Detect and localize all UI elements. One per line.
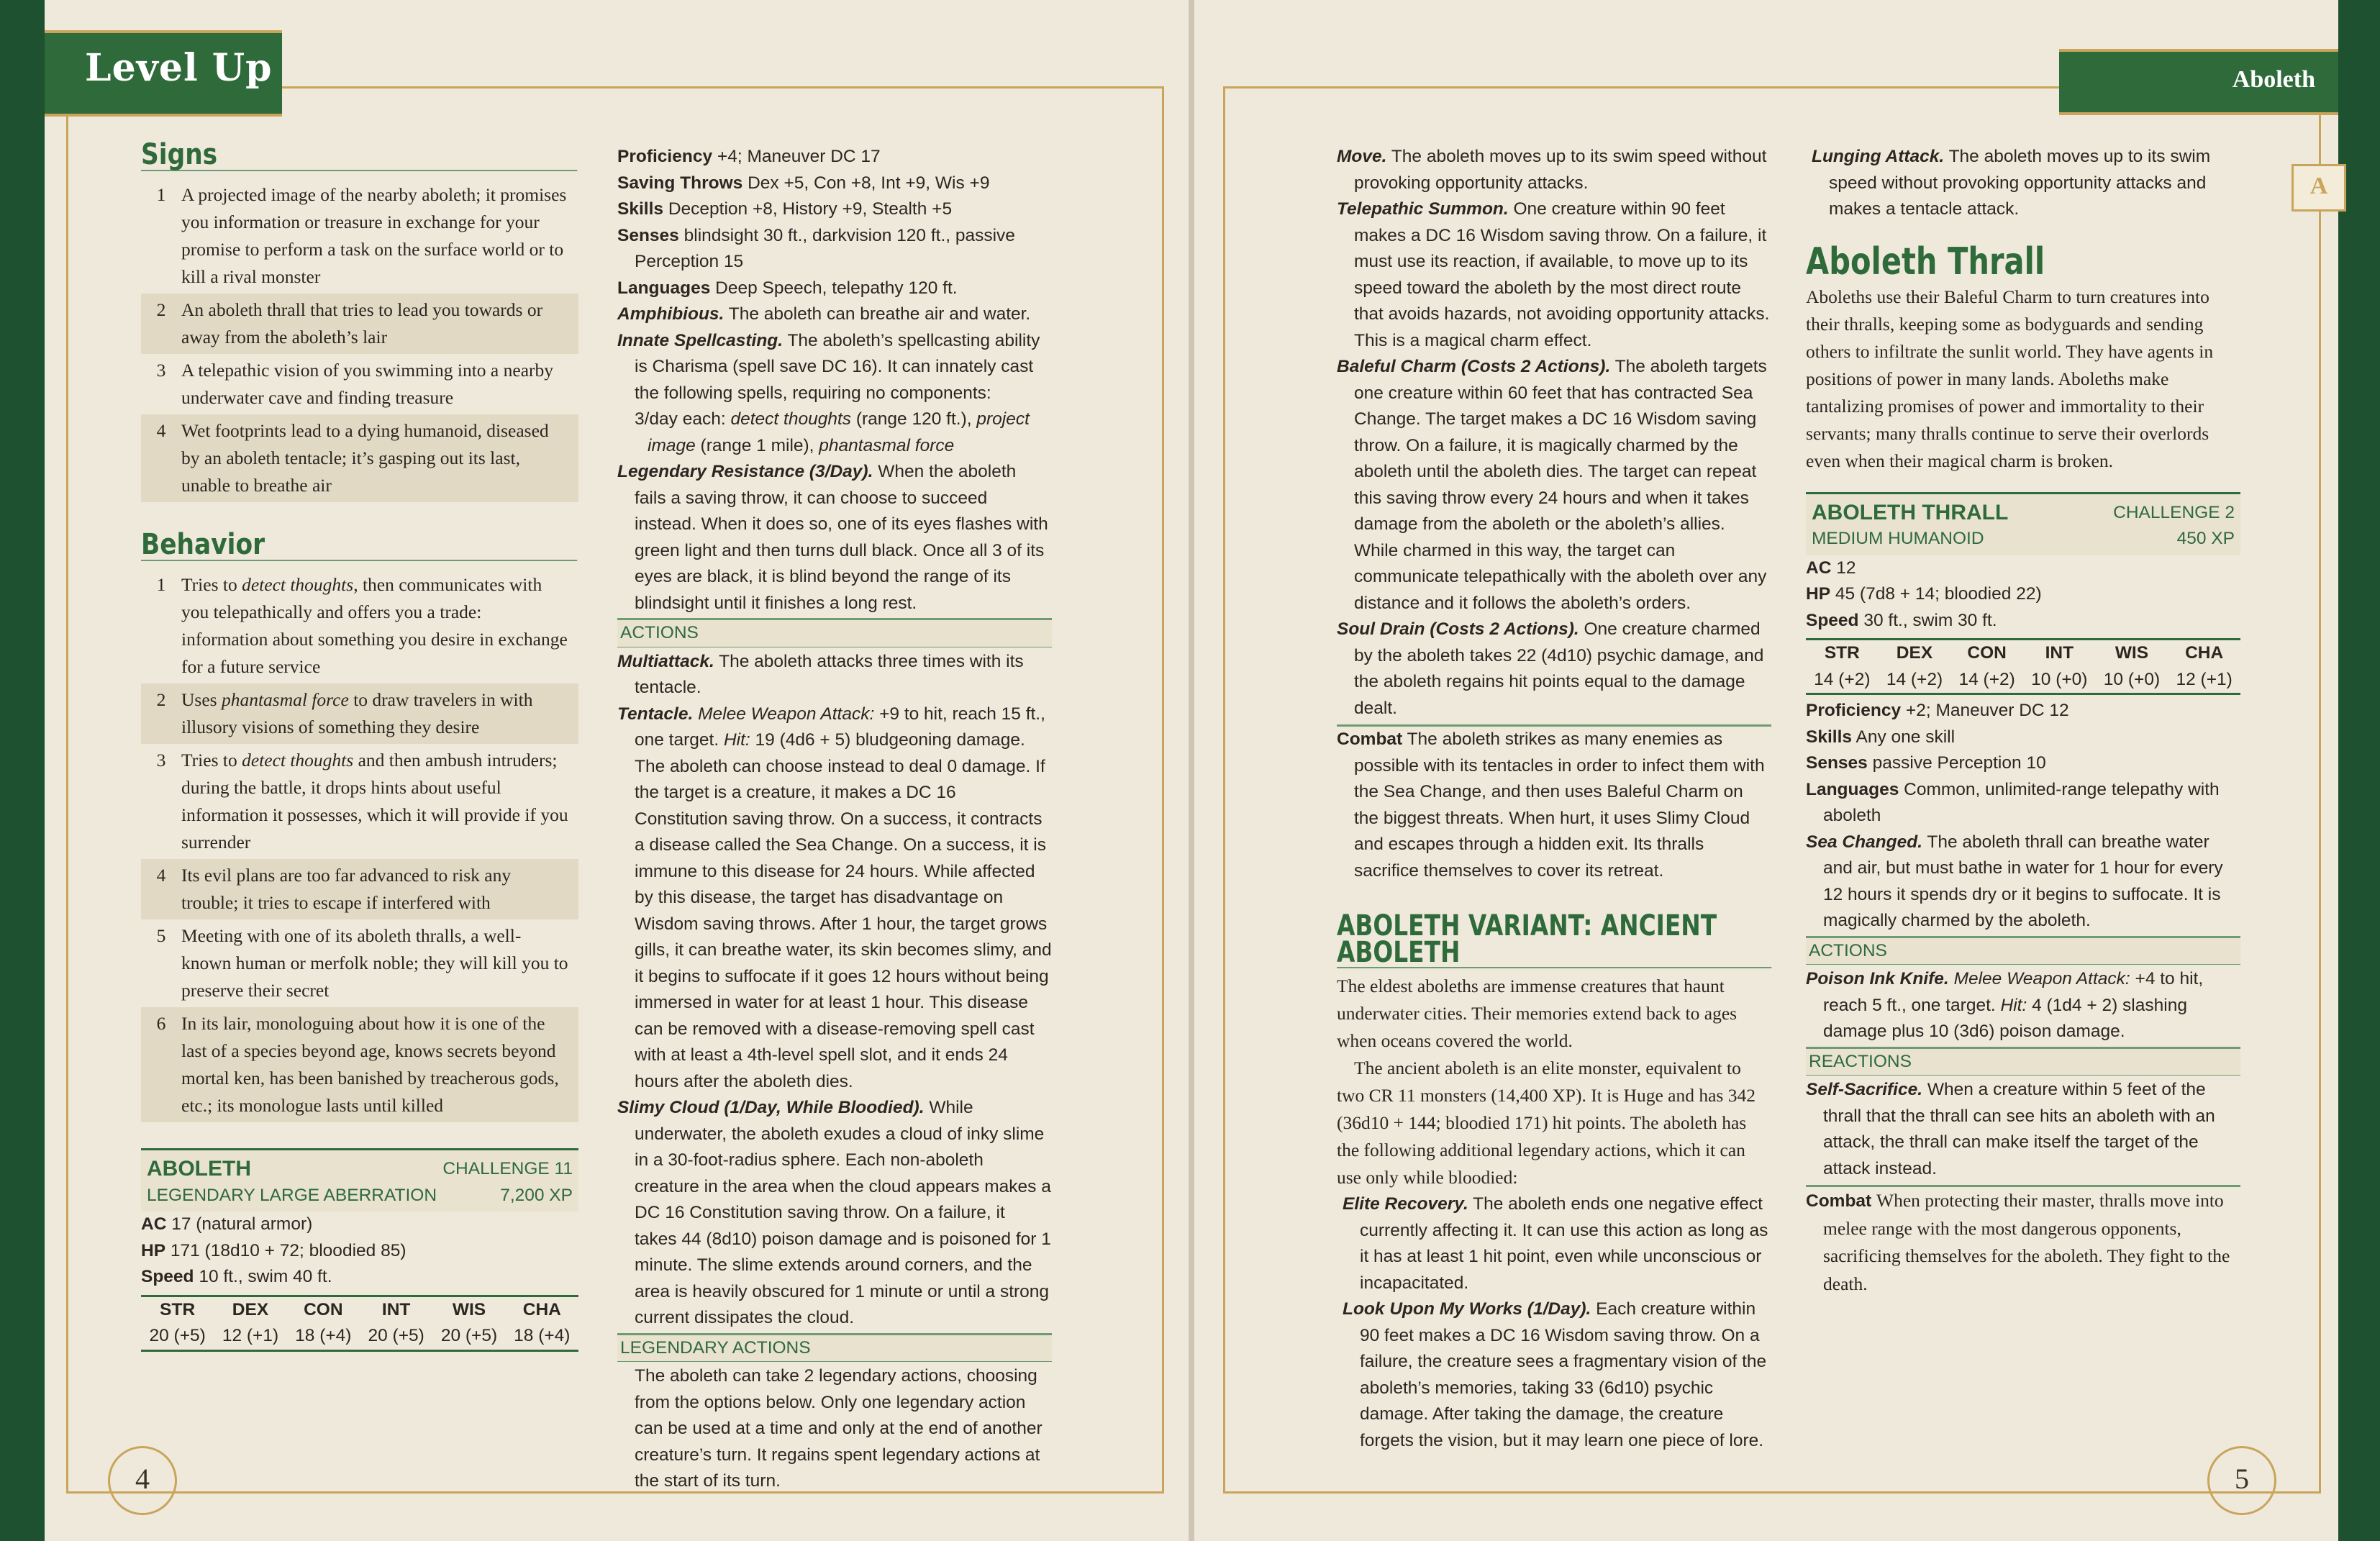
- aboleth-name: ABOLETH: [147, 1157, 251, 1181]
- aboleth-statblock-header: ABOLETH CHALLENGE 11 LEGENDARY LARGE ABERRATION 7,200 XP AC 17 (natural armor) HP 171 (18d10 + 72; bloodied 85) Speed 10 ft., swim 40 ft. STR DEX CON INT WIS CHA 20 (+5) 12 (+1) 18 (+4) 20 (+5) 20 (+5) 18 (+4): [141, 1148, 578, 1352]
- table-row: 4 Wet footprints lead to a dying humanoid, diseased by an aboleth tentacle; it’s gasping out its last, unable to breathe air: [141, 414, 578, 502]
- thrall-heading: Aboleth Thrall: [1806, 240, 2045, 283]
- page-number-right: 5: [2207, 1446, 2276, 1515]
- behavior-table: [141, 568, 578, 1122]
- header-banner-left: [45, 30, 282, 117]
- table-row: 5 Meeting with one of its aboleth thralls, a well-known human or merfolk noble; they will kill you to preserve their secret: [156, 925, 568, 1001]
- book-title: Level Up: [85, 46, 273, 90]
- thrall-reactions-heading: REACTIONS: [1806, 1047, 2240, 1076]
- table-row: 3 A telepathic vision of you swimming into a nearby underwater cave and finding treasure: [156, 360, 553, 408]
- legendary-actions-heading: LEGENDARY ACTIONS: [617, 1333, 1052, 1363]
- left-column-1: [141, 138, 578, 1355]
- table-row: 2 Uses phantasmal force to draw travelers in with illusory visions of something they desire: [141, 683, 578, 744]
- signs-table: [141, 178, 578, 502]
- thrall-actions-heading: ACTIONS: [1806, 936, 2240, 965]
- actions-heading: ACTIONS: [617, 618, 1052, 647]
- variant-heading: ABOLETH VARIANT: ANCIENT ABOLETH: [1337, 913, 1771, 968]
- table-row: 6 In its lair, monologuing about how it is one of the last of a species beyond age, knows secrets beyond mortal ken, has been banished by treacherous gods, etc.; its monologue lasts until killed: [141, 1007, 578, 1122]
- signs-heading: Signs: [141, 141, 578, 171]
- left-column-2: Proficiency +4; Maneuver DC 17 Saving Throws Dex +5, Con +8, Int +9, Wis +9 Skills Deception +8, History +9, Stealth +5 Senses blindsight 30 ft., darkvision 120 ft., passive Perception 15 Languages Deep Speech, telepathy 120 ft. Amphibious. The aboleth can breathe air and water. Innate Spellcasting. The aboleth’s spellcasting ability is Charisma (spell save DC 16). It can innately cast the following spells, requiring no components: 3/day each: detect thoughts (range 120 ft.), project image (range 1 mile), phantasmal force Legendary Resistance (3/Day). When the aboleth fails a saving throw, it can choose to succeed instead. When it does so, one of its eyes flashes with green light and then turns dull black. Once all 3 of its eyes are black, it is blind beyond the range of its blindsight until it finishes a long rest. ACTIONS Multiattack. The aboleth attacks three times with its tentacle. Tentacle. Melee Weapon Attack: +9 to hit, reach 15 ft., one target. Hit: 19 (4d6 + 5) bludgeoning damage. The aboleth can choose instead to deal 0 damage. If the target is a creature, it makes a DC 16 Constitution saving throw. On a success, it contracts a disease called the Sea Change. On a success, it is immune to this disease for 24 hours. While affected by this disease, the target has disadvantage on Wisdom saving throws. After 1 hour, the target grows gills, it can breathe water, its skin becomes slimy, and it begins to suffocate if it goes 12 hours without being immersed in water for at least 1 hour. This disease can be removed with a disease-removing spell cast with at least a 4th-level spell slot, and it ends 24 hours after the aboleth dies. Slimy Cloud (1/Day, While Bloodied). While underwater, the aboleth exudes a cloud of inky slime in a 30-foot-radius sphere. Each non-aboleth creature in the area when the cloud appears makes a DC 16 Constitution saving throw. On a failure, it takes 44 (8d10) poison damage and is poisoned for 1 minute. The slime extends around corners, and the area is heavily obscured for 1 minute or until a strong current dissipates the cloud. LEGENDARY ACTIONS The aboleth can take 2 legendary actions, choosing from the options below. Only one legendary action can be used at a time and only at the end of another creature’s turn. It regains spent legendary actions at the start of its turn.: [617, 147, 1052, 1491]
- table-row: 3 Tries to detect thoughts and then ambush intruders; during the battle, it drops hints about useful information it possesses, which it will provide if you surrender: [156, 750, 568, 853]
- right-column-2: Lunging Attack. The aboleth moves up to its swim speed without provoking opportunity attacks and makes a tentacle attack. Aboleth Thrall Aboleths use their Baleful Charm to turn creatures into their thralls, keeping some as bodyguards and sending others to infiltrate the sunlit world. They have agents in positions of power in many lands. Aboleths make tantalizing promises of power and immortality to their servants; many thralls continue to serve their overlords even when their magical charm is broken. ABOLETH THRALL CHALLENGE 2 MEDIUM HUMANOID 450 XP AC 12 HP 45 (7d8 + 14; bloodied 22) Speed 30 ft., swim 30 ft. STR DEX CON INT WIS CHA 14 (+2) 14 (+2) 14 (+2) 10 (+0) 10 (+0) 12 (+1) Proficiency +2; Maneuver DC 12 Skills Any one skill Senses passive Perception 10 Languages Common, unlimited-range telepathy with aboleth Sea Changed. The aboleth thrall can breathe water and air, but must bathe in water for 1 hour for every 12 hours it spends dry or it begins to suffocate. It is magically charmed by the aboleth. ACTIONS Poison Ink Knife. Melee Weapon Attack: +4 to hit, reach 5 ft., one target. Hit: 4 (1d4 + 2) slashing damage plus 10 (3d6) poison damage. REACTIONS Self-Sacrifice. When a creature within 5 feet of the thrall that the thrall can see hits an aboleth with an attack, the thrall can make itself the target of the attack instead. Combat When protecting their master, thralls move into melee range with the most dangerous opponents, sacrificing themselves for the aboleth. They fight to the death.: [1806, 144, 2240, 1298]
- aboleth-ability-table: STR DEX CON INT WIS CHA 20 (+5) 12 (+1) 18 (+4) 20 (+5) 20 (+5) 18 (+4): [141, 1295, 578, 1352]
- table-row: 2 An aboleth thrall that tries to lead you towards or away from the aboleth’s lair: [141, 294, 578, 354]
- table-row: 1 A projected image of the nearby aboleth; it promises you information or treasure in exchange for your promise to perform a task on the surface world or to kill a rival monster: [156, 184, 567, 287]
- page-gutter: [1189, 0, 1194, 1541]
- index-tab[interactable]: A: [2292, 164, 2346, 212]
- behavior-heading: Behavior: [141, 531, 578, 561]
- page-number-left: 4: [108, 1446, 177, 1515]
- thrall-statblock: ABOLETH THRALL CHALLENGE 2 MEDIUM HUMANOID 450 XP AC 12 HP 45 (7d8 + 14; bloodied 22) Speed 30 ft., swim 30 ft. STR DEX CON INT WIS CHA 14 (+2) 14 (+2) 14 (+2) 10 (+0) 10 (+0) 12 (+1) Proficiency +2; Maneuver DC 12 Skills Any one skill Senses passive Perception 10 Languages Common, unlimited-range telepathy with aboleth Sea Changed. The aboleth thrall can breathe water and air, but must bathe in water for 1 hour for every 12 hours it spends dry or it begins to suffocate. It is magically charmed by the aboleth. ACTIONS Poison Ink Knife. Melee Weapon Attack: +4 to hit, reach 5 ft., one target. Hit: 4 (1d4 + 2) slashing damage plus 10 (3d6) poison damage. REACTIONS Self-Sacrifice. When a creature within 5 feet of the thrall that the thrall can see hits an aboleth with an attack, the thrall can make itself the target of the attack instead. Combat When protecting their master, thralls move into melee range with the most dangerous opponents, sacrificing themselves for the aboleth. They fight to the death.: [1806, 492, 2240, 1299]
- table-row: 4 Its evil plans are too far advanced to risk any trouble; it tries to escape if interfered with: [141, 859, 578, 919]
- chapter-title: Aboleth: [2232, 66, 2315, 93]
- right-column-1: Move. The aboleth moves up to its swim speed without provoking opportunity attacks. Telepathic Summon. One creature within 90 feet makes a DC 16 Wisdom saving throw. On a failure, it must use its reaction, if available, to move up to its speed toward the aboleth by the most direct route that avoids hazards, not avoiding opportunity attacks. This is a magical charm effect. Baleful Charm (Costs 2 Actions). The aboleth targets one creature within 60 feet that has contracted Sea Change. The target makes a DC 16 Wisdom saving throw. On a failure, it is magically charmed by the aboleth until the aboleth dies. The target can repeat this saving throw every 24 hours and when it takes damage from the aboleth or the aboleth’s allies. While charmed in this way, the target can communicate telepathically with the aboleth over any distance and it follows the aboleth’s orders. Soul Drain (Costs 2 Actions). One creature charmed by the aboleth takes 22 (4d10) psychic damage, and the aboleth regains hit points equal to the damage dealt. Combat The aboleth strikes as many enemies as possible with its tentacles in order to infect them with the Sea Change, and then uses Baleful Charm on the biggest threats. When hurt, it uses Slimy Cloud and escapes through a hidden exit. Its thralls sacrifice themselves to cover its retreat. ABOLETH VARIANT: ANCIENT ABOLETH The eldest aboleths are immense creatures that haunt underwater cities. Their memories extend back to ages when oceans covered the world. The ancient aboleth is an elite monster, equivalent to two CR 11 monsters (14,400 XP). It is Huge and has 342 (36d10 + 144; bloodied 171) hit points. The aboleth has the following additional legendary actions, which it can use only while bloodied: Elite Recovery. The aboleth ends one negative effect currently affecting it. It can use this action as long as it has at least 1 hit point, even while unconscious or incapacitated. Look Upon My Works (1/Day). Each creature within 90 feet makes a DC 16 Wisdom saving throw. On a failure, the creature sees a fragmentary vision of the aboleth’s memories, taking 33 (6d10) psychic damage. After taking the damage, the creature forgets the vision, but it may learn one piece of lore.: [1337, 144, 1771, 1454]
- header-banner-right: [2059, 49, 2338, 115]
- thrall-name: ABOLETH THRALL: [1812, 500, 2009, 524]
- thrall-ability-table: STR DEX CON INT WIS CHA 14 (+2) 14 (+2) 14 (+2) 10 (+0) 10 (+0) 12 (+1): [1806, 638, 2240, 695]
- table-row: 1 Tries to detect thoughts, then communicates with you telepathically and offers you a trade: information about something you desire in exchange for a future service: [156, 574, 568, 677]
